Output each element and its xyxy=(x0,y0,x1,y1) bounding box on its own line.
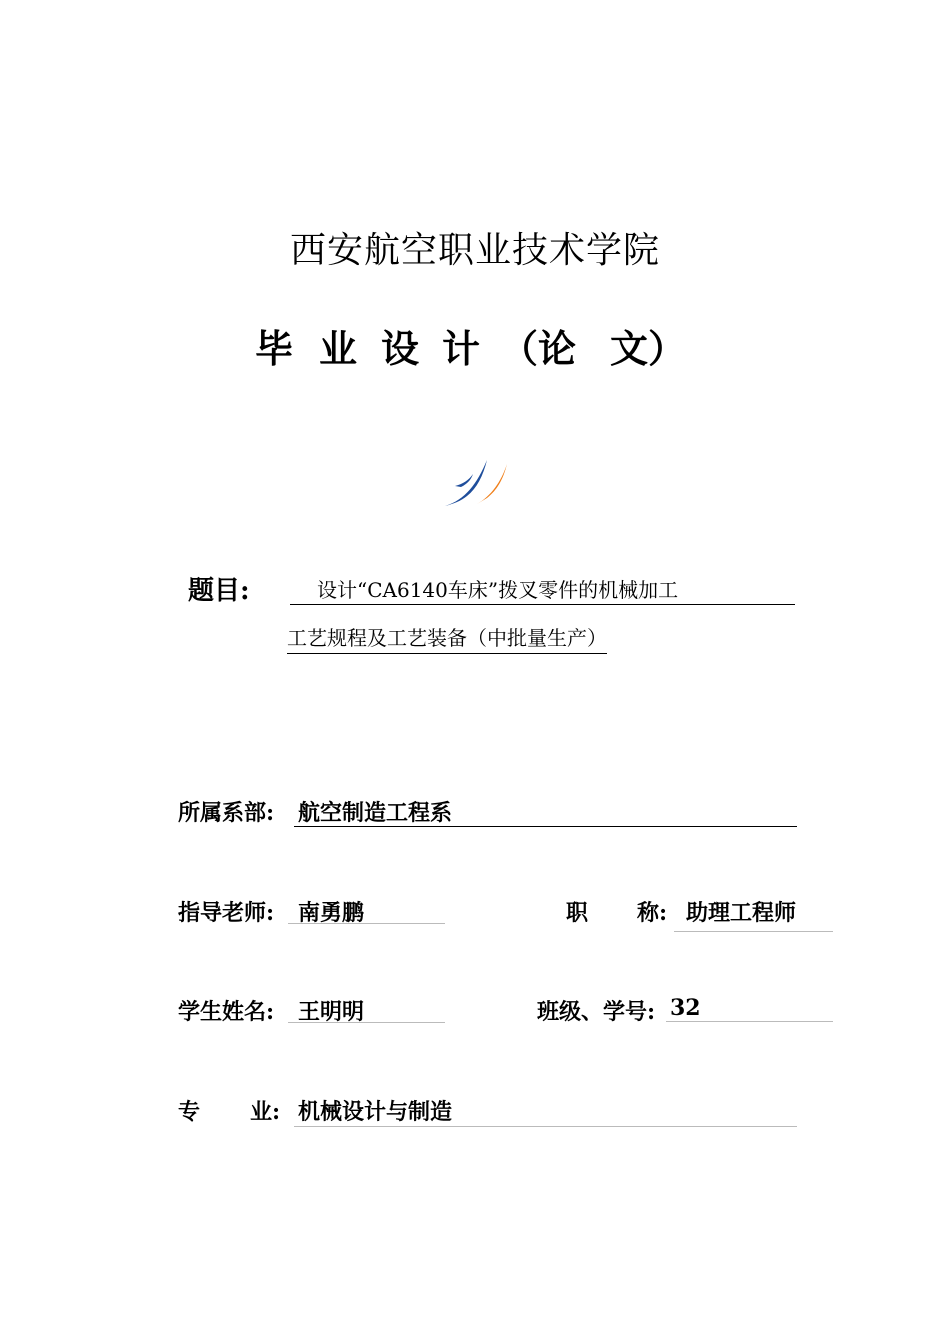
topic-line-1 xyxy=(290,574,795,605)
title-field xyxy=(674,894,833,932)
student-value: 王明明 xyxy=(298,999,365,1025)
advisor-value: 南勇鹏 xyxy=(298,900,365,926)
major-field xyxy=(294,1093,797,1127)
advisor-label: 指导老师: xyxy=(178,900,275,926)
thesis-char: 设 xyxy=(381,326,420,371)
thesis-char: 毕 xyxy=(255,326,294,371)
department-value: 航空制造工程系 xyxy=(298,800,453,826)
class-no-value: 32 xyxy=(670,995,701,1021)
department-label: 所属系部: xyxy=(178,800,275,826)
thesis-char: 业 xyxy=(319,326,358,371)
major-label-b: 业: xyxy=(250,1099,281,1125)
major-value: 机械设计与制造 xyxy=(298,1099,453,1125)
title-label-b: 称: xyxy=(637,900,668,926)
thesis-char: （论 xyxy=(500,326,577,371)
school-name: 西安航空职业技术学院 xyxy=(289,230,660,271)
title-value: 助理工程师 xyxy=(686,900,797,926)
student-field xyxy=(288,993,445,1023)
advisor-field xyxy=(288,894,445,924)
topic-text-2: 工艺规程及工艺装备（中批量生产） xyxy=(287,622,607,654)
title-label-a: 职 xyxy=(566,900,589,926)
department-field xyxy=(294,796,797,827)
major-label-a: 专 xyxy=(178,1099,201,1125)
topic-text-1: 设计“CA6140车床”拨叉零件的机械加工 xyxy=(317,578,679,602)
topic-label: 题目: xyxy=(188,576,250,606)
school-logo-icon xyxy=(443,456,511,508)
class-no-field xyxy=(666,993,833,1022)
thesis-char: 计 xyxy=(442,326,481,371)
class-no-label: 班级、学号: xyxy=(537,999,656,1025)
student-label: 学生姓名: xyxy=(178,999,275,1025)
thesis-char: 文） xyxy=(610,326,687,371)
